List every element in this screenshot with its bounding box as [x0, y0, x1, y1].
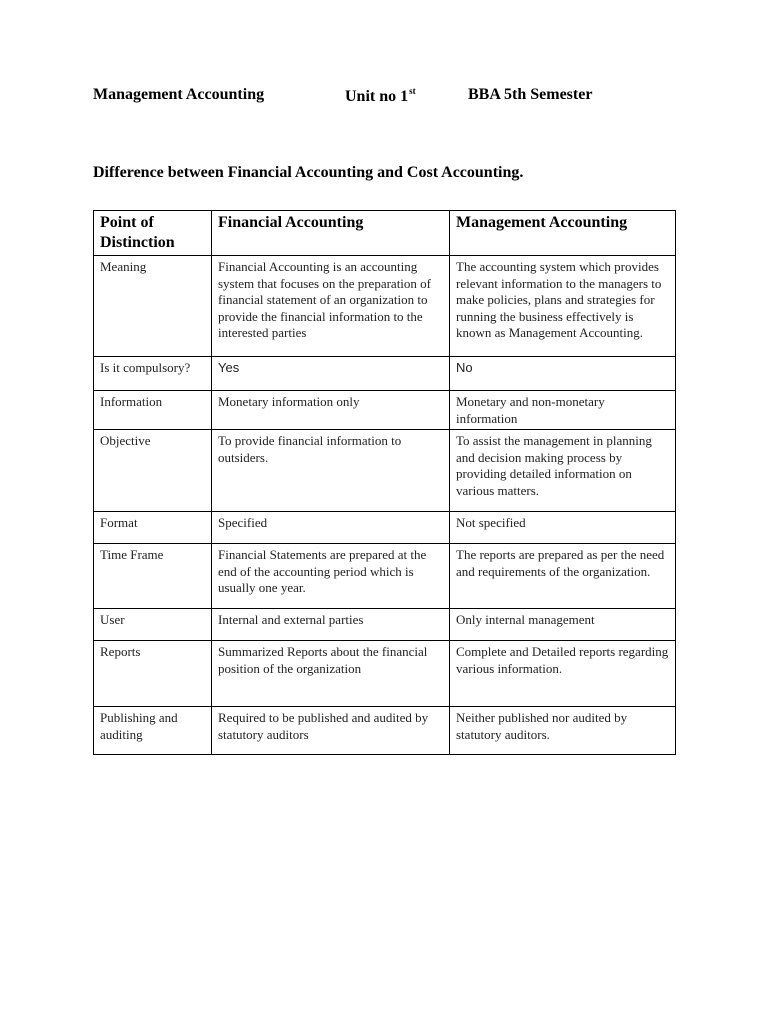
cell-management: Only internal management [450, 609, 676, 641]
cell-financial: Financial Statements are prepared at the end of the accounting period which is usually one year. [212, 544, 450, 609]
document-heading: Difference between Financial Accounting and Cost Accounting. [93, 164, 524, 181]
cell-management: Monetary and non-monetary information [450, 391, 676, 430]
cell-management: Complete and Detailed reports regarding various information. [450, 641, 676, 707]
cell-financial: Internal and external parties [212, 609, 450, 641]
cell-point: Format [94, 512, 212, 544]
table-row [94, 609, 676, 641]
column-header-point: Point of Distinction [94, 211, 212, 256]
table-row [94, 512, 676, 544]
unit-number [345, 86, 416, 106]
cell-financial: To provide financial information to outsiders. [212, 430, 450, 512]
cell-management: To assist the management in planning and decision making process by providing detailed information on various matters. [450, 430, 676, 512]
unit-suffix: st [409, 86, 416, 96]
cell-point: Meaning [94, 256, 212, 357]
table-row [94, 544, 676, 609]
cell-financial: Financial Accounting is an accounting system that focuses on the preparation of financial statement of an organization to provide the financial information to the interested parties [212, 256, 450, 357]
cell-point: Information [94, 391, 212, 430]
cell-management: The accounting system which provides relevant information to the managers to make policies, plans and strategies for running the business effectively is known as Management Accounting. [450, 256, 676, 357]
semester-label: BBA 5th Semester [468, 86, 593, 103]
cell-financial: Summarized Reports about the financial position of the organization [212, 641, 450, 707]
cell-management: Not specified [450, 512, 676, 544]
cell-point: Is it compulsory? [94, 357, 212, 391]
cell-management: The reports are prepared as per the need and requirements of the organization. [450, 544, 676, 609]
cell-point: Time Frame [94, 544, 212, 609]
table-header-row [94, 211, 676, 256]
cell-financial: Specified [212, 512, 450, 544]
cell-management: Neither published nor audited by statutory auditors. [450, 707, 676, 755]
cell-point: User [94, 609, 212, 641]
cell-point: Publishing and auditing [94, 707, 212, 755]
table-row [94, 256, 676, 357]
cell-financial: Required to be published and audited by statutory auditors [212, 707, 450, 755]
cell-point: Reports [94, 641, 212, 707]
column-header-financial: Financial Accounting [212, 211, 450, 256]
comparison-table [93, 210, 676, 755]
cell-point: Objective [94, 430, 212, 512]
table-row [94, 391, 676, 430]
table-row [94, 707, 676, 755]
page-header [93, 86, 713, 110]
cell-financial: Monetary information only [212, 391, 450, 430]
column-header-management: Management Accounting [450, 211, 676, 256]
table-row [94, 357, 676, 391]
unit-label: Unit no 1 [345, 88, 409, 105]
cell-financial: Yes [212, 357, 450, 391]
table-row [94, 430, 676, 512]
cell-management: No [450, 357, 676, 391]
table-row [94, 641, 676, 707]
subject-title: Management Accounting [93, 86, 265, 103]
